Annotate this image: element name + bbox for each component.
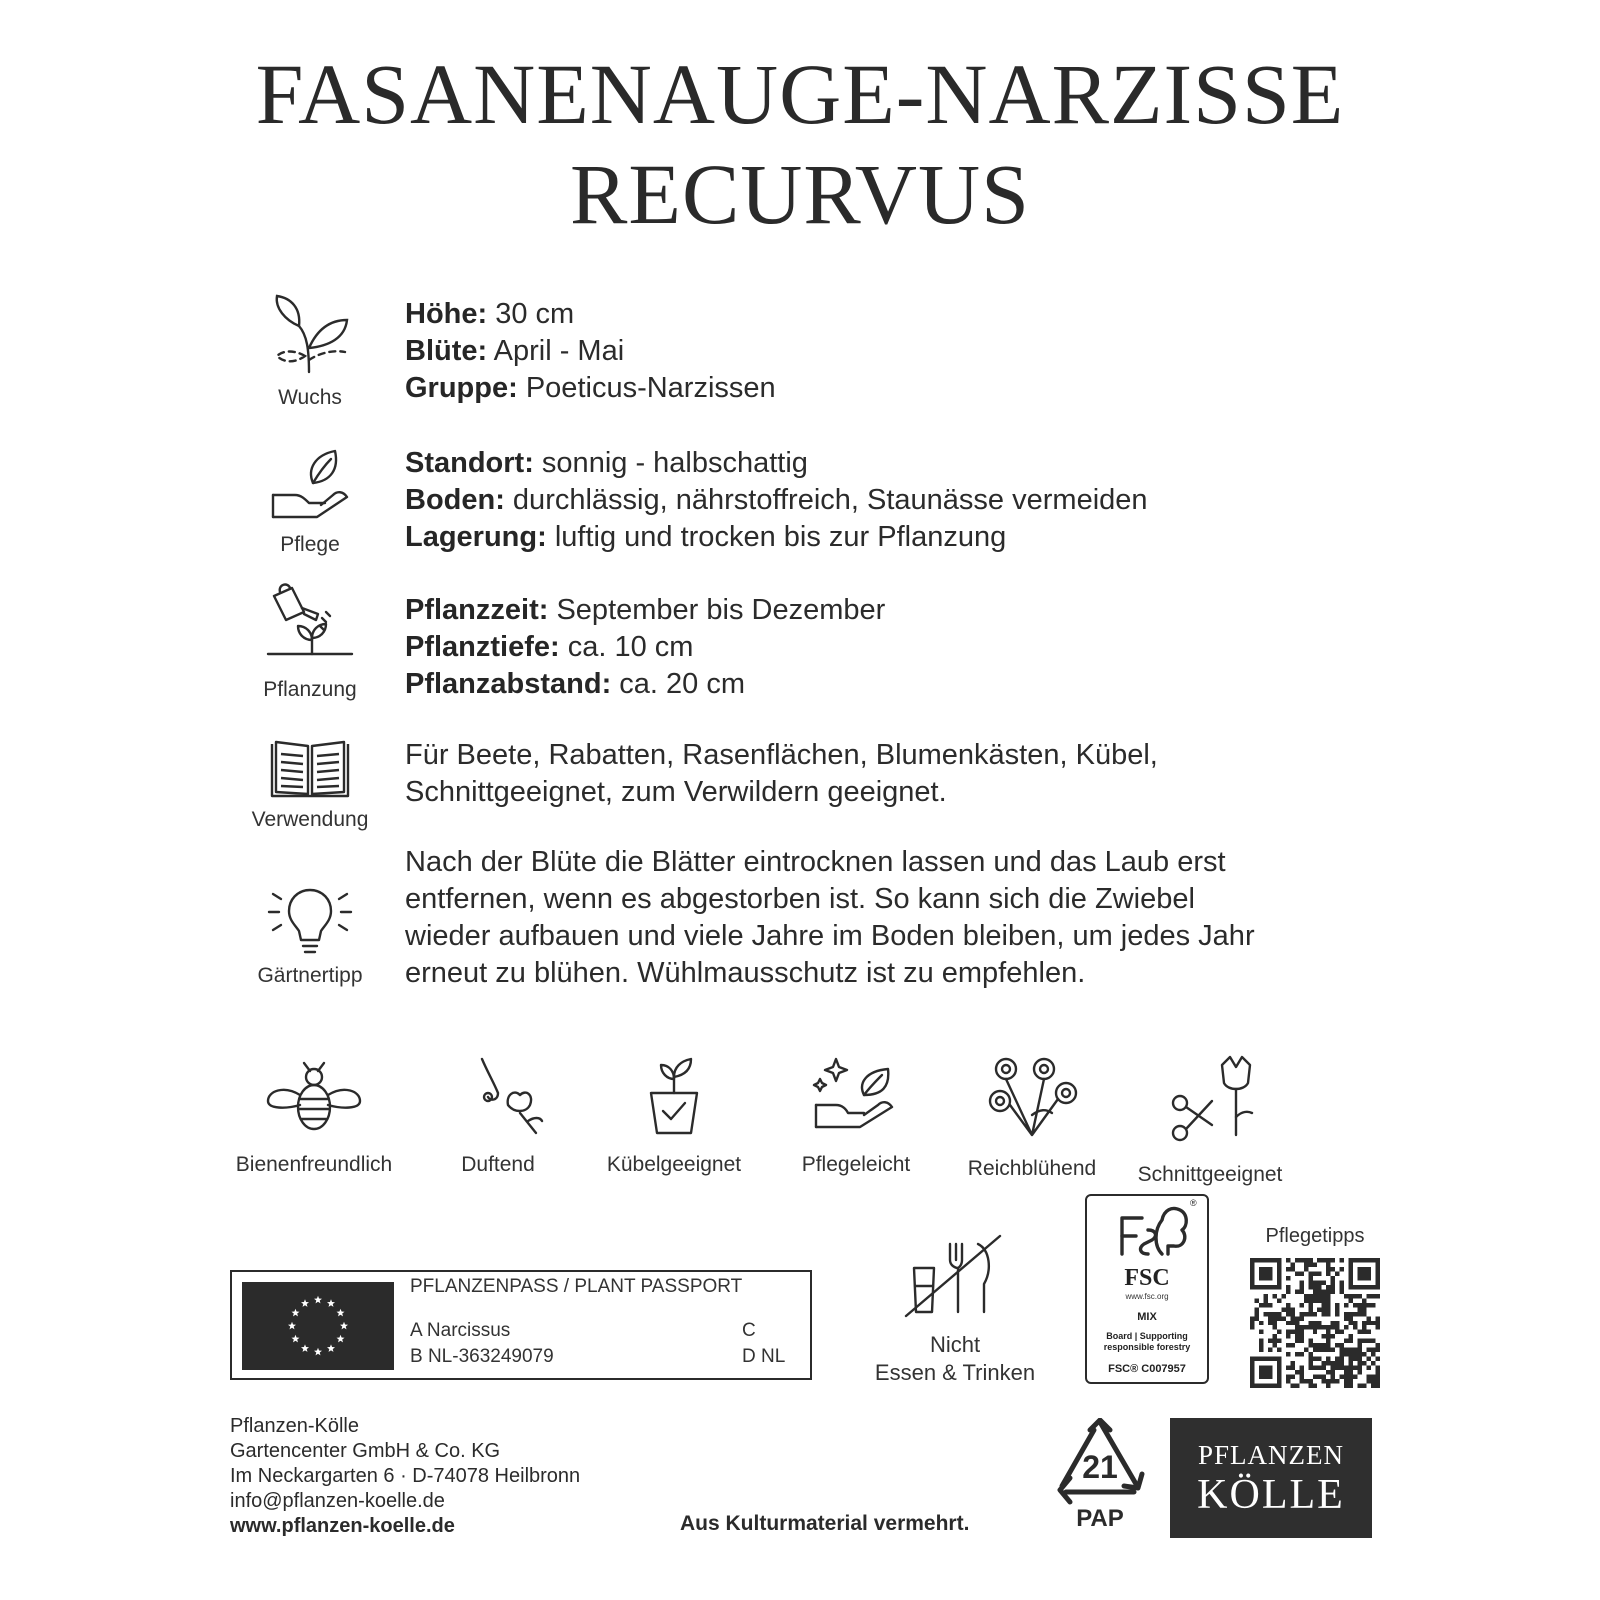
info-line bbox=[405, 333, 1370, 370]
eu-star bbox=[314, 1296, 322, 1304]
recycling-triangle-icon bbox=[1050, 1418, 1150, 1538]
feature-label: Reichblühend bbox=[967, 1157, 1097, 1180]
info-icon-column bbox=[230, 582, 390, 702]
feature-kuebelgeeignet bbox=[584, 1055, 764, 1177]
brand-logo bbox=[1170, 1418, 1372, 1538]
feature-label: Kübelgeeignet bbox=[606, 1153, 742, 1176]
eu-star bbox=[327, 1344, 335, 1352]
hand-sparkle-leaf-icon bbox=[806, 1055, 906, 1135]
product-title bbox=[0, 44, 1600, 244]
not-food-warning bbox=[865, 1230, 1045, 1387]
address-website[interactable]: www.pflanzen-koelle.de bbox=[230, 1515, 455, 1537]
address-email[interactable]: info@pflanzen-koelle.de bbox=[230, 1490, 445, 1512]
eu-flag-icon bbox=[242, 1282, 394, 1370]
info-key: Pflanzzeit: bbox=[405, 594, 549, 626]
info-paragraph-line: Nach der Blüte die Blätter eintrocknen lassen und das Laub erst bbox=[405, 846, 1226, 878]
info-value: durchlässig, nährstoffreich, Staunässe vermeiden bbox=[504, 484, 1148, 516]
flowers-icon bbox=[982, 1055, 1082, 1139]
fsc-sub-1: Board | Supporting bbox=[1106, 1331, 1188, 1341]
info-text bbox=[405, 592, 1370, 703]
fsc-code: FSC® C007957 bbox=[1108, 1363, 1186, 1375]
svg-text:®: ® bbox=[1190, 1198, 1197, 1208]
info-paragraph-line: entfernen, wenn es abgestorben ist. So kann sich die Zwiebel bbox=[405, 883, 1195, 915]
info-value: September bis Dezember bbox=[548, 594, 886, 626]
fsc-mix: MIX bbox=[1137, 1311, 1157, 1323]
fsc-tree-icon bbox=[1092, 1196, 1202, 1258]
eu-star bbox=[301, 1299, 309, 1307]
info-key: Pflanztiefe: bbox=[405, 631, 560, 663]
feature-pflegeleicht bbox=[766, 1055, 946, 1177]
feature-schnittgeeignet bbox=[1120, 1055, 1300, 1187]
feature-label: Pflegeleicht bbox=[801, 1153, 911, 1176]
scissors-tulip-icon bbox=[1160, 1055, 1260, 1145]
info-line bbox=[405, 519, 1370, 556]
info-value: luftig und trocken bis zur Pflanzung bbox=[546, 521, 1007, 553]
passport-field-a: A Narcissus bbox=[410, 1320, 511, 1341]
info-line bbox=[405, 296, 1370, 333]
info-label: Pflanzung bbox=[263, 678, 357, 701]
feature-label: Duftend bbox=[461, 1153, 535, 1176]
passport-field-c: C bbox=[742, 1320, 756, 1341]
plant-growth-icon bbox=[265, 290, 355, 380]
eu-star bbox=[291, 1335, 299, 1343]
info-label: Verwendung bbox=[251, 808, 369, 831]
passport-field-d: D NL bbox=[742, 1346, 786, 1367]
info-value: ca. 10 cm bbox=[559, 631, 694, 663]
info-value: 30 cm bbox=[487, 298, 575, 330]
title-line-1: FASANENAUGE-NARZISSE bbox=[255, 46, 1345, 142]
info-value: ca. 20 cm bbox=[611, 668, 746, 700]
info-key: Höhe: bbox=[405, 298, 488, 330]
info-icon-column bbox=[230, 738, 390, 832]
info-icon-column bbox=[230, 882, 390, 988]
eu-star bbox=[288, 1322, 296, 1330]
info-paragraph-line: erneut zu blühen. Wühlmausschutz ist zu empfehlen. bbox=[405, 957, 1086, 989]
info-text bbox=[405, 296, 1370, 407]
not-food-line-1: Nicht bbox=[929, 1332, 981, 1357]
info-key: Gruppe: bbox=[405, 372, 518, 404]
address-line-2: Gartencenter GmbH & Co. KG bbox=[230, 1440, 501, 1462]
eu-star bbox=[327, 1299, 335, 1307]
recycling-mark bbox=[1050, 1418, 1150, 1543]
potted-plant-check-icon bbox=[629, 1055, 719, 1135]
hand-leaf-icon bbox=[265, 445, 355, 527]
open-book-icon bbox=[268, 738, 352, 802]
info-line bbox=[405, 592, 1370, 629]
feature-label: Schnittgeeignet bbox=[1137, 1163, 1283, 1186]
qr-label: Pflegetipps bbox=[1265, 1225, 1365, 1247]
fsc-url: www.fsc.org bbox=[1125, 1292, 1169, 1301]
passport-heading: PFLANZENPASS / PLANT PASSPORT bbox=[410, 1276, 743, 1297]
watering-can-icon bbox=[260, 582, 360, 672]
address-line-3: Im Neckargarten 6 · D-74078 Heilbronn bbox=[230, 1465, 581, 1487]
info-line bbox=[405, 629, 1370, 666]
info-paragraph-line: Schnittgeeignet, zum Verwildern geeignet. bbox=[405, 776, 947, 808]
feature-label: Bienenfreundlich bbox=[235, 1153, 393, 1176]
info-paragraph-line: wieder aufbauen und viele Jahre im Boden bleiben, um jedes Jahr bbox=[405, 920, 1255, 952]
eu-star bbox=[301, 1344, 309, 1352]
recycling-code: PAP bbox=[1076, 1505, 1124, 1532]
info-value: April - Mai bbox=[487, 335, 625, 367]
eu-star bbox=[291, 1309, 299, 1317]
info-icon-column bbox=[230, 290, 390, 410]
info-label: Gärtnertipp bbox=[257, 964, 363, 987]
company-address bbox=[230, 1414, 580, 1539]
info-key: Standort: bbox=[405, 447, 534, 479]
qr-code-icon bbox=[1250, 1258, 1380, 1388]
feature-duftend bbox=[408, 1055, 588, 1177]
info-icon-column bbox=[230, 445, 390, 557]
info-text bbox=[405, 844, 1370, 992]
no-food-drink-icon bbox=[900, 1230, 1010, 1320]
info-text bbox=[405, 737, 1370, 811]
info-line bbox=[405, 370, 1370, 407]
info-text bbox=[405, 445, 1370, 556]
fsc-sub-2: responsible forestry bbox=[1103, 1342, 1191, 1352]
info-line bbox=[405, 445, 1370, 482]
address-line-1: Pflanzen-Kölle bbox=[230, 1415, 359, 1437]
eu-star bbox=[340, 1322, 348, 1330]
propagation-note: Aus Kulturmaterial vermehrt. bbox=[680, 1512, 970, 1535]
qr-code[interactable] bbox=[1250, 1258, 1380, 1393]
feature-reichbluehend bbox=[942, 1055, 1122, 1181]
info-value: sonnig - halbschattig bbox=[533, 447, 808, 479]
logo-line-1: PFLANZEN bbox=[1197, 1440, 1344, 1470]
info-key: Blüte: bbox=[405, 335, 488, 367]
info-paragraph-line: Für Beete, Rabatten, Rasenflächen, Blumenkästen, Kübel, bbox=[405, 739, 1158, 771]
eu-stars bbox=[242, 1282, 394, 1370]
passport-field-b: B NL-363249079 bbox=[410, 1346, 554, 1367]
eu-star bbox=[337, 1335, 345, 1343]
info-key: Pflanzabstand: bbox=[405, 668, 612, 700]
info-label: Wuchs bbox=[278, 386, 342, 409]
title-line-2: RECURVUS bbox=[570, 146, 1030, 242]
info-key: Lagerung: bbox=[405, 521, 547, 553]
feature-bienenfreundlich bbox=[224, 1055, 404, 1177]
lightbulb-icon bbox=[265, 882, 355, 958]
fsc-label bbox=[1085, 1194, 1209, 1384]
eu-star bbox=[337, 1309, 345, 1317]
info-line bbox=[405, 666, 1370, 703]
fsc-word: FSC bbox=[1124, 1265, 1170, 1291]
bee-icon bbox=[264, 1055, 364, 1135]
info-key: Boden: bbox=[405, 484, 505, 516]
recycling-number: 21 bbox=[1082, 1449, 1118, 1485]
info-value: Poeticus-Narzissen bbox=[517, 372, 776, 404]
nose-flower-icon bbox=[448, 1055, 548, 1135]
plant-passport bbox=[230, 1270, 812, 1380]
eu-star bbox=[314, 1348, 322, 1356]
info-line bbox=[405, 482, 1370, 519]
not-food-line-2: Essen & Trinken bbox=[874, 1360, 1036, 1385]
logo-line-2: KÖLLE bbox=[1197, 1472, 1345, 1518]
info-label: Pflege bbox=[280, 533, 340, 556]
